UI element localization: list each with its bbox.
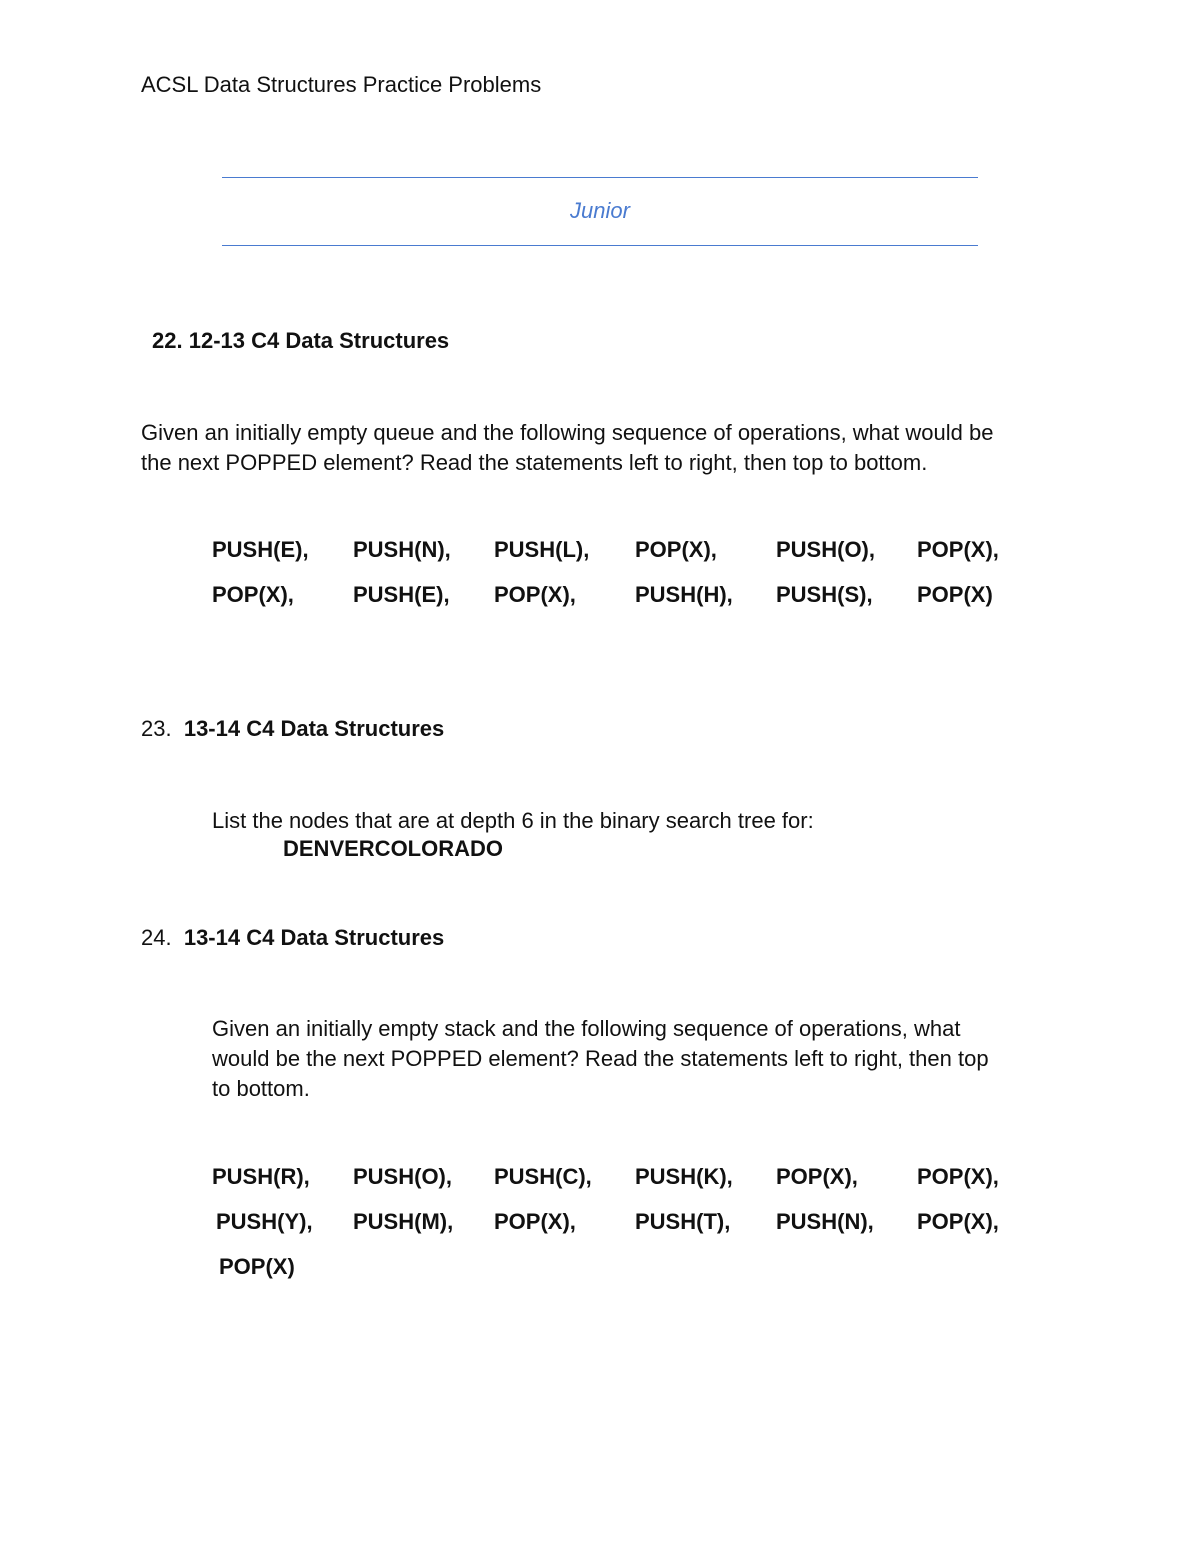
- problem-24-operations: [212, 1164, 1058, 1280]
- operation-item: PUSH(L),: [494, 537, 590, 562]
- operation-item: PUSH(T),: [635, 1209, 731, 1234]
- operation-item: POP(X): [917, 582, 993, 607]
- operation-item: POP(X),: [635, 537, 717, 562]
- problem-23-word: DENVERCOLORADO: [283, 836, 504, 861]
- operation-item: PUSH(S),: [776, 582, 873, 607]
- operation-item: POP(X): [219, 1254, 295, 1279]
- problem-24-text-line-2: would be the next POPPED element? Read the statements left to right, then top: [212, 1046, 989, 1071]
- problem-23-title: 13-14 C4 Data Structures: [183, 716, 445, 741]
- problem-22-title: 12-13 C4 Data Structures: [188, 328, 450, 353]
- problem-24-number: 24.: [141, 925, 172, 950]
- operation-item: POP(X),: [917, 1164, 999, 1189]
- problem-22-heading: [152, 328, 449, 354]
- operation-item: PUSH(K),: [635, 1164, 733, 1189]
- problem-22-text-line-1: Given an initially empty queue and the following sequence of operations, what would be: [141, 420, 994, 445]
- operation-item: POP(X),: [917, 1209, 999, 1234]
- operation-item: PUSH(O),: [353, 1164, 452, 1189]
- level-label: Junior: [570, 198, 630, 223]
- problem-22-text: [141, 418, 993, 478]
- operation-item: PUSH(N),: [776, 1209, 874, 1234]
- operation-item: POP(X),: [776, 1164, 858, 1189]
- operation-item: PUSH(M),: [353, 1209, 454, 1234]
- operation-item: PUSH(R),: [212, 1164, 310, 1189]
- problem-22-text-line-2: the next POPPED element? Read the statements left to right, then top to bottom.: [141, 450, 928, 475]
- operation-item: POP(X),: [494, 582, 576, 607]
- operation-item: POP(X),: [917, 537, 999, 562]
- problem-22-operations: [212, 537, 1058, 608]
- operation-item: PUSH(E),: [212, 537, 309, 562]
- problem-24-heading: [141, 925, 444, 951]
- level-divider-bottom: [222, 245, 978, 246]
- problem-23-number: 23.: [141, 716, 172, 741]
- operation-item: PUSH(O),: [776, 537, 875, 562]
- operation-item: PUSH(E),: [353, 582, 450, 607]
- problem-24-text-line-3: to bottom.: [212, 1076, 310, 1101]
- document-header-title: ACSL Data Structures Practice Problems: [141, 72, 542, 97]
- level-divider-top: [222, 177, 978, 178]
- operation-item: PUSH(N),: [353, 537, 451, 562]
- operation-item: PUSH(H),: [635, 582, 733, 607]
- operation-item: PUSH(C),: [494, 1164, 592, 1189]
- problem-24-title: 13-14 C4 Data Structures: [183, 925, 445, 950]
- problem-24-text-line-1: Given an initially empty stack and the following sequence of operations, what: [212, 1016, 961, 1041]
- problem-23-heading: [141, 716, 444, 742]
- problem-22-number: 22.: [152, 328, 183, 353]
- operation-item: POP(X),: [494, 1209, 576, 1234]
- problem-23-text: List the nodes that are at depth 6 in the binary search tree for:: [212, 808, 814, 833]
- operation-item: PUSH(Y),: [216, 1209, 313, 1234]
- problem-24-text: [212, 1014, 989, 1104]
- operation-item: POP(X),: [212, 582, 294, 607]
